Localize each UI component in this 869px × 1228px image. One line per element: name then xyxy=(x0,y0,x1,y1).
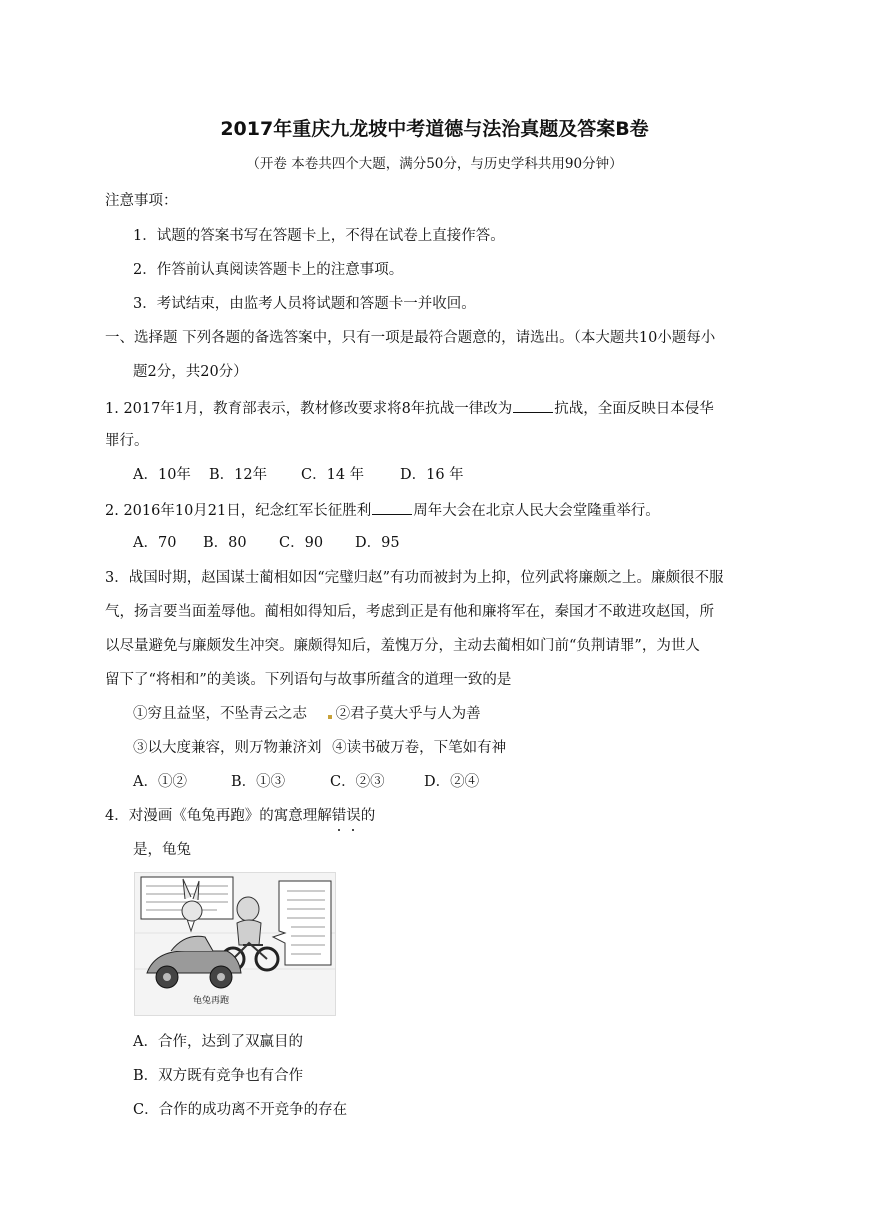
statement-3: ③以大度兼容，则万物兼济刘 xyxy=(133,740,322,756)
question-1-text-a: 1. 2017年1月，教育部表示，教材修改要求将8年抗战一律改为 xyxy=(105,401,513,417)
question-4-stem-cont: 是，龟兔 xyxy=(133,842,191,858)
answer-blank xyxy=(513,397,553,413)
highlight-mark xyxy=(328,715,332,719)
option-b: B．双方既有竞争也有合作 xyxy=(133,1068,304,1084)
question-4-stem xyxy=(105,806,375,826)
option-a: A．①② xyxy=(133,774,187,790)
option-a: A．10年 xyxy=(133,467,191,483)
emphasis-char: 错 xyxy=(331,808,347,824)
option-c: C．②③ xyxy=(330,774,385,790)
notice-item: 1．试题的答案书写在答题卡上，不得在试卷上直接作答。 xyxy=(133,228,505,244)
question-2-text-a: 2. 2016年10月21日，纪念红军长征胜利 xyxy=(105,503,372,519)
option-c: C．合作的成功离不开竞争的存在 xyxy=(133,1102,348,1118)
question-4-text-c: 的 xyxy=(360,808,376,824)
question-2-text-b: 周年大会在北京人民大会堂隆重举行。 xyxy=(413,503,660,519)
question-4-text-a: 4．对漫画《龟兔再跑》的寓意理解 xyxy=(105,808,332,824)
option-d: D．16 年 xyxy=(400,467,464,483)
emphasis-char: 误 xyxy=(346,808,361,824)
option-b: B．12年 xyxy=(209,467,268,483)
question-3-stem-cont: 气，扬言要当面羞辱他。蔺相如得知后，考虑到正是有他和廉将军在，秦国才不敢进攻赵国，所 xyxy=(105,604,714,620)
question-3-stem-cont: 以尽量避免与廉颇发生冲突。廉颇得知后，羞愧万分，主动去蔺相如门前“负荆请罪”，为世人 xyxy=(105,638,700,654)
option-a: A．合作，达到了双赢目的 xyxy=(133,1034,303,1050)
answer-blank xyxy=(372,499,412,515)
comic-drawing xyxy=(135,873,335,1015)
option-d: D．95 xyxy=(355,535,400,551)
question-2-stem xyxy=(105,499,660,521)
page-subtitle: （开卷 本卷共四个大题，满分50分，与历史学科共用90分钟） xyxy=(246,156,623,172)
option-d: D．②④ xyxy=(424,774,480,790)
comic-image xyxy=(134,872,336,1016)
statement-row xyxy=(133,738,506,758)
question-1-text-b: 抗战，全面反映日本侵华 xyxy=(554,401,714,417)
option-a: A．70 xyxy=(133,535,177,551)
section-heading: 一、选择题 下列各题的备选答案中，只有一项是最符合题意的，请选出。（本大题共10小题每小 xyxy=(105,330,716,346)
question-1-stem xyxy=(105,397,714,419)
page-title: 2017年重庆九龙坡中考道德与法治真题及答案B卷 xyxy=(220,118,649,140)
notice-item: 3．考试结束，由监考人员将试题和答题卡一并收回。 xyxy=(133,296,476,312)
statement-2: ②君子莫大乎与人为善 xyxy=(335,706,481,722)
option-c: C．90 xyxy=(279,535,324,551)
option-b: B．①③ xyxy=(231,774,286,790)
comic-caption: 龟兔再跑 xyxy=(193,996,230,1006)
statement-4: ④读书破万卷，下笔如有神 xyxy=(332,740,507,756)
statement-row xyxy=(133,704,481,724)
notice-item: 2．作答前认真阅读答题卡上的注意事项。 xyxy=(133,262,404,278)
question-3-stem-cont: 留下了“将相和”的美谈。下列语句与故事所蕴含的道理一致的是 xyxy=(105,672,512,688)
question-3-stem: 3．战国时期，赵国谋士蔺相如因“完璧归赵”有功而被封为上抑，位列武将廉颇之上。廉颇很不服 xyxy=(105,570,724,586)
notice-heading: 注意事项： xyxy=(105,193,178,209)
section-heading-cont: 题2分，共20分） xyxy=(133,364,248,380)
statement-1: ①穷且益坚，不坠青云之志 xyxy=(133,706,307,722)
question-1-stem-cont: 罪行。 xyxy=(105,433,149,449)
option-b: B．80 xyxy=(203,535,247,551)
option-c: C．14 年 xyxy=(301,467,365,483)
